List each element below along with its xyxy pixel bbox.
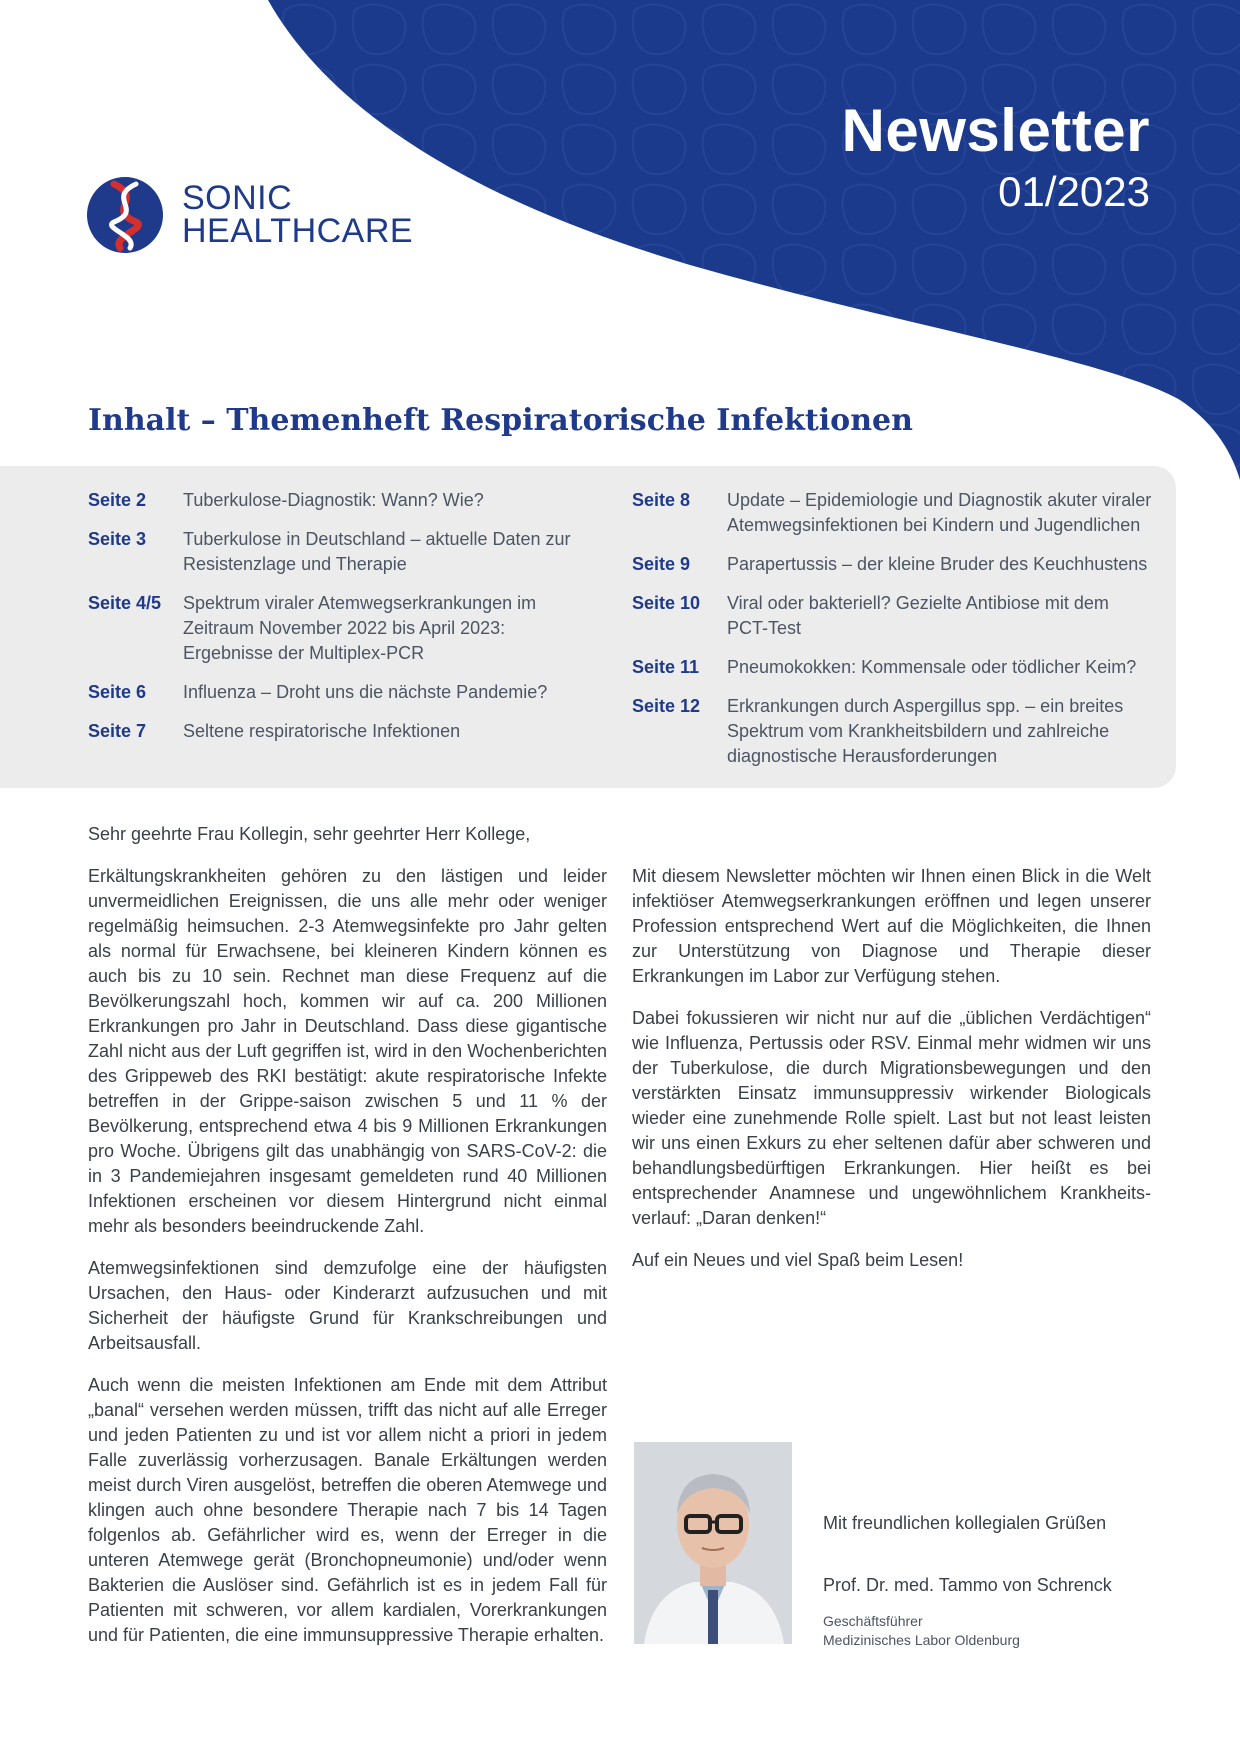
sonic-healthcare-logo (86, 176, 413, 254)
toc-page-number: Seite 8 (632, 490, 691, 510)
signature-name: Prof. Dr. med. Tammo von Schrenck (823, 1575, 1112, 1595)
toc-page-number: Seite 2 (88, 490, 147, 510)
toc-entry-title: Tuberkulose in Deutschland – aktuelle Daten zur Resistenzlage und Therapie (183, 529, 571, 574)
letter-paragraph: Atemwegsinfektionen sind demzufolge eine der häufigsten Ursachen, den Haus- oder Kinderarzt aufzusuchen und mit Sicherheit der häufigste Grund für Krankschreibungen und Arbeitsausfall. (88, 1258, 607, 1353)
signature-organization: Medizinisches Labor Oldenburg (823, 1632, 1020, 1648)
toc-entry (88, 488, 598, 513)
letter-paragraph: Dabei fokussieren wir nicht nur auf die „üblichen Verdächtigen“ wie Influenza, Pertussis oder RSV. Einmal mehr widmen wir uns der Tuberkulose, die durch Migrationsbewegungen und den verstärkten Einsatz immunsuppressiv wirkender Biologicals wieder eine zunehmende Rolle spielt. Last but not least leisten wir uns einen Exkurs zu eher seltenen dafür aber schweren und behandlungsbedürftigen Erkrankungen. Hier heißt es bei entsprechender Anamnese und ungewöhnlichem Krankheits-verlauf: „Daran denken!“ (632, 1008, 1151, 1228)
toc-page-number: Seite 9 (632, 554, 691, 574)
toc-entry-title: Influenza – Droht uns die nächste Pandemie? (183, 682, 548, 702)
toc-left-column (88, 488, 598, 758)
logo-line-2: HEALTHCARE (182, 212, 414, 250)
table-of-contents (0, 466, 1176, 788)
toc-entry-title: Parapertussis – der kleine Bruder des Keuchhustens (727, 554, 1148, 574)
signature-role (823, 1612, 1020, 1650)
issue-number: 01/2023 (998, 168, 1150, 215)
toc-entry (88, 591, 598, 666)
toc-entry-title: Tuberkulose-Diagnostik: Wann? Wie? (183, 490, 484, 510)
toc-entry-title: Viral oder bakteriell? Gezielte Antibiose mit dem PCT-Test (727, 593, 1109, 638)
letter-left-column (88, 822, 607, 1665)
letter-greeting: Sehr geehrte Frau Kollegin, sehr geehrter Herr Kollege, (88, 824, 531, 844)
toc-entry (88, 719, 598, 744)
signature-role-title: Geschäftsführer (823, 1613, 923, 1629)
toc-entry (632, 655, 1152, 680)
toc-page-number: Seite 12 (632, 696, 701, 716)
toc-entry-title: Erkrankungen durch Aspergillus spp. – ein breites Spektrum vom Krankheitsbildern und zahlreiche diagnostische Herausforderungen (727, 696, 1124, 766)
letter-right-column (632, 864, 1151, 1290)
toc-heading: Inhalt – Themenheft Respiratorische Infektionen (88, 403, 913, 438)
portrait-photo (634, 1442, 792, 1644)
letter-paragraph: Auf ein Neues und viel Spaß beim Lesen! (632, 1250, 964, 1270)
toc-page-number: Seite 11 (632, 657, 700, 677)
toc-entry (632, 694, 1152, 769)
toc-entry (88, 680, 598, 705)
signature-closing: Mit freundlichen kollegialen Grüßen (823, 1513, 1107, 1533)
letter-paragraph: Mit diesem Newsletter möchten wir Ihnen einen Blick in die Welt infektiöser Atemwegserkrankungen eröffnen und legen unserer Profession entsprechend Wert auf die Möglichkeiten, die Ihnen zur Unterstützung von Diagnose und Therapie dieser Erkrankungen im Labor zur Verfügung stehen. (632, 866, 1151, 986)
toc-page-number: Seite 4/5 (88, 593, 162, 613)
toc-entry-title: Update – Epidemiologie und Diagnostik akuter viraler Atemwegsinfektionen bei Kindern und Jugendlichen (727, 490, 1152, 535)
newsletter-title: Newsletter (841, 97, 1150, 164)
letter-paragraph: Auch wenn die meisten Infektionen am Ende mit dem Attribut „banal“ versehen werden müssen, trifft das nicht auf alle Erreger und jeden Patienten zu und ist vor allem nicht a priori in jedem Falle zuverlässig vorherzusagen. Banale Erkältungen werden meist durch Viren ausgelöst, betreffen die oberen Atemwege und klingen auch ohne besondere Therapie nach 7 bis 14 Tagen folgenlos ab. Gefährlicher wird es, wenn der Erreger in die unteren Atemwege gerät (Bronchopneumonie) und/oder wenn Bakterien die Auslöser sind. Gefährlich ist es in jedem Fall für Patienten mit schweren, vor allem kardialen, Vorerkrankungen und für Patienten, die eine immunsuppressive Therapie erhalten. (88, 1375, 607, 1645)
toc-entry (632, 488, 1152, 538)
toc-entry-title: Pneumokokken: Kommensale oder tödlicher Keim? (727, 657, 1137, 677)
toc-entry (632, 591, 1152, 641)
toc-page-number: Seite 6 (88, 682, 147, 702)
toc-page-number: Seite 10 (632, 593, 701, 613)
toc-right-column (632, 488, 1152, 783)
toc-page-number: Seite 7 (88, 721, 147, 741)
toc-entry-title: Seltene respiratorische Infektionen (183, 721, 461, 741)
toc-page-number: Seite 3 (88, 529, 147, 549)
dna-helix-icon (86, 176, 164, 254)
logo-line-1: SONIC (182, 179, 293, 217)
toc-entry-title: Spektrum viraler Atemwegserkrankungen im Zeitraum November 2022 bis April 2023: Ergebnisse der Multiplex-PCR (183, 593, 537, 663)
logo-wordmark (182, 179, 414, 250)
letter-paragraph: Erkältungskrankheiten gehören zu den lästigen und leider unvermeidlichen Ereignissen, die uns alle mehr oder weniger regelmäßig heimsuchen. 2-3 Atemwegsinfekte pro Jahr gelten als normal für Erwachsene, bei kleineren Kindern können es auch bis zu 10 sein. Rechnet man diese Frequenz auf die Bevölkerungszahl hoch, kommen wir auf ca. 200 Millionen Erkrankungen pro Jahr in Deutschland. Dass diese gigantische Zahl nicht aus der Luft gegriffen ist, wird in den Wochenberichten des Grippeweb des RKI bestätigt: akute respiratorische Infekte betreffen in der Grippe-saison zwischen 5 und 11 % der Bevölkerung, entsprechend etwa 4 bis 9 Millionen Erkrankungen pro Woche. Übrigens gilt das unabhängig von SARS-CoV-2: die in 3 Pandemiejahren insgesamt gemeldeten rund 40 Millionen Infektionen erscheinen vor diesem Hintergrund nicht einmal mehr als besonders beeindruckende Zahl. (88, 866, 607, 1236)
toc-entry (632, 552, 1152, 577)
toc-entry (88, 527, 598, 577)
